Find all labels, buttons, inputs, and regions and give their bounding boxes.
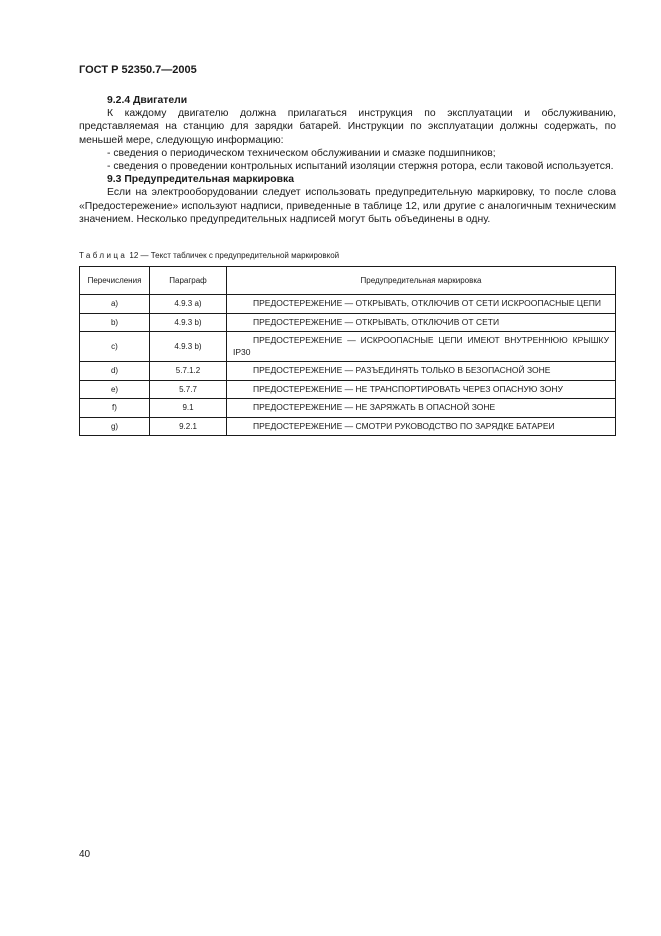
- marking-text: ПРЕДОСТЕРЕЖЕНИЕ — НЕ ТРАНСПОРТИРОВАТЬ ЧЕРЕЗ ОПАСНУЮ ЗОНУ: [253, 383, 563, 394]
- list-item: - сведения о периодическом техническом обслуживании и смазке подшипников;: [107, 147, 496, 159]
- marking-text: ПРЕДОСТЕРЕЖЕНИЕ — РАЗЪЕДИНЯТЬ ТОЛЬКО В БЕЗОПАСНОЙ ЗОНЕ: [253, 365, 551, 375]
- table-caption-label: Таблица: [79, 251, 128, 260]
- table-row: [80, 380, 616, 399]
- column-header-enumeration: Перечисления: [80, 267, 150, 295]
- table-row: [80, 362, 616, 381]
- page-number: 40: [79, 849, 91, 860]
- section-paragraph-9-3: Если на электрооборудовании следует использовать предупредительную маркировку, то после слова «Предостережение» используют надписи, приведенные в таблице 12, или другие с аналогичным техническим значением. Несколько предупредительных надписей могут быть объединены в одну.: [79, 187, 616, 225]
- table-caption-text: 12 — Текст табличек с предупредительной маркировкой: [127, 251, 340, 260]
- section-heading-9-3: 9.3 Предупредительная маркировка: [107, 174, 294, 186]
- cell-marking: [227, 332, 616, 362]
- table-header-row: [80, 267, 616, 295]
- table-row: [80, 399, 616, 418]
- section-paragraph-9-2-4: К каждому двигателю должна прилагаться инструкция по эксплуатации и обслуживанию, представляемая на станцию для зарядки батарей. Инструкции по эксплуатации должны содержать, по меньшей мере, следующую информацию:: [79, 108, 616, 146]
- marking-text: ПРЕДОСТЕРЕЖЕНИЕ — СМОТРИ РУКОВОДСТВО ПО ЗАРЯДКЕ БАТАРЕИ: [253, 420, 555, 431]
- cell-enumeration: a): [80, 295, 150, 314]
- table-row: [80, 417, 616, 436]
- cell-enumeration: g): [80, 417, 150, 436]
- cell-marking: [227, 313, 616, 332]
- marking-text: ПРЕДОСТЕРЕЖЕНИЕ — ИСКРООПАСНЫЕ ЦЕПИ ИМЕЮТ ВНУТРЕННЮЮ КРЫШКУ IP30: [233, 335, 609, 357]
- cell-enumeration: e): [80, 380, 150, 399]
- section-heading-9-2-4: 9.2.4 Двигатели: [107, 95, 188, 106]
- table-caption: [79, 251, 339, 260]
- column-header-paragraph: Параграф: [150, 267, 227, 295]
- table-row: [80, 332, 616, 362]
- document-body: [79, 94, 616, 226]
- warning-markings-table: [79, 266, 616, 436]
- table-row: [80, 295, 616, 314]
- cell-enumeration: b): [80, 313, 150, 332]
- cell-paragraph: 4.9.3 b): [150, 332, 227, 362]
- marking-text: ПРЕДОСТЕРЕЖЕНИЕ — НЕ ЗАРЯЖАТЬ В ОПАСНОЙ ЗОНЕ: [253, 402, 496, 412]
- cell-paragraph: 5.7.1.2: [150, 362, 227, 381]
- column-header-marking: Предупредительная маркировка: [227, 267, 616, 295]
- cell-marking: [227, 380, 616, 399]
- table-row: [80, 313, 616, 332]
- cell-marking: [227, 417, 616, 436]
- cell-enumeration: f): [80, 399, 150, 418]
- cell-paragraph: 9.1: [150, 399, 227, 418]
- cell-marking: [227, 295, 616, 314]
- marking-text: ПРЕДОСТЕРЕЖЕНИЕ — ОТКРЫВАТЬ, ОТКЛЮЧИВ ОТ СЕТИ ИСКРООПАСНЫЕ ЦЕПИ: [253, 298, 601, 308]
- cell-marking: [227, 399, 616, 418]
- cell-paragraph: 9.2.1: [150, 417, 227, 436]
- cell-enumeration: d): [80, 362, 150, 381]
- list-item: - сведения о проведении контрольных испытаний изоляции стержня ротора, если таковой используется.: [107, 161, 614, 173]
- cell-enumeration: c): [80, 332, 150, 362]
- cell-paragraph: 4.9.3 b): [150, 313, 227, 332]
- page-header: ГОСТ Р 52350.7—2005: [79, 64, 197, 76]
- cell-paragraph: 5.7.7: [150, 380, 227, 399]
- cell-paragraph: 4.9.3 a): [150, 295, 227, 314]
- cell-marking: [227, 362, 616, 381]
- marking-text: ПРЕДОСТЕРЕЖЕНИЕ — ОТКРЫВАТЬ, ОТКЛЮЧИВ ОТ СЕТИ: [253, 316, 500, 327]
